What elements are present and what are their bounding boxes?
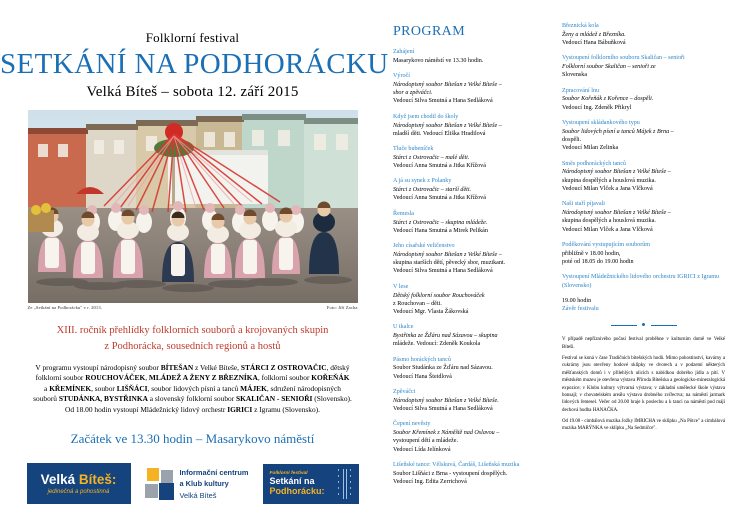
program-entry-name: Závěr festivalu <box>562 306 599 313</box>
ensemble-studanka: STUDÁNKA, BYSTŘINKA <box>58 394 148 404</box>
program-entry <box>393 210 556 235</box>
program-entry-name: A já su synek z Polanky <box>393 178 452 185</box>
poster-kicker: Folklorní festival <box>145 30 240 45</box>
program-entry-detail: Vedoucí Hana Šteidlová <box>393 373 452 380</box>
logo-text-accent: Bíteš: <box>78 472 117 488</box>
program-title: PROGRAM <box>393 24 466 39</box>
program-column-middle <box>393 0 556 493</box>
program-entry-list-middle <box>393 48 556 486</box>
intro-text: , soubor <box>91 383 117 393</box>
program-entry-ensemble: Národopisný soubor Bítešan z Velké Bíteše – <box>393 81 502 88</box>
photo-caption-left: Ze „Setkání na Podhorácku" v r. 2013. <box>27 305 102 311</box>
program-entry-ensemble: Národopisný soubor Bítešan z Velké Bíteše. <box>393 397 499 404</box>
program-entry-detail: dospěli. <box>562 137 582 144</box>
logo-velka-bites-title <box>41 473 117 487</box>
program-entry-name: Pásmo horáckých tanců <box>393 356 451 363</box>
ensemble-rouchovacek: ROUCHOVÁČEK <box>85 373 146 383</box>
program-entry-detail: Vedoucí Milan Vlček a Jana Vlčková <box>562 186 653 192</box>
program-entry-detail: Vedoucí Milan Vlček a Jana Vlčková <box>562 226 653 233</box>
program-entry-detail: Vedoucí Hana Bábuňková <box>562 40 626 47</box>
photo-caption-right: Foto: Jiří Zacha <box>326 305 358 311</box>
festival-photo <box>28 110 358 303</box>
program-entry <box>393 113 556 138</box>
program-entry <box>393 145 556 170</box>
fineprint-block <box>562 336 725 432</box>
intro-heading-line1: XIII. ročník přehlídky folklorních souborů a krojovaných skupin <box>56 325 329 337</box>
program-entry-detail: přibližně v 18.00 hodin, <box>562 250 621 257</box>
ensemble-majek: MÁJEK <box>240 383 267 393</box>
program-entry <box>393 461 556 486</box>
fineprint-paragraph-3: Od 19.00 - cimbálová muzika Jožky IMRICHA ve sklípku „Na Pötce" a cimbálová muzika MARÝNKA ve sklípku „Na Sedmičce". <box>562 418 725 432</box>
program-entry-detail: Masarykovo náměstí ve 13.30 hodin. <box>393 57 484 64</box>
logo-velka-bites-tagline: jedinečná a pohostinná <box>47 488 110 495</box>
ensemble-starci: STÁRCI Z OSTROVAČIC <box>240 362 327 372</box>
ensemble-breznik: MLÁDEŽ A ŽENY Z BŘEZNÍKA <box>148 373 258 383</box>
program-entry-detail: mladší děti. Vedoucí Eliška Hradilová <box>393 130 486 137</box>
program-entry-detail: Soubor Studánka ze Žďáru nad Sázavou. <box>393 365 493 372</box>
intro-text: , dětský <box>326 362 350 372</box>
program-entry-detail: Vedoucí Hana Smutná a Mirek Pelikán <box>393 227 488 234</box>
logo-text: Setkání na <box>269 476 315 487</box>
ensemble-korenak: KOŘEŇÁK <box>311 373 350 383</box>
program-entry <box>562 22 725 47</box>
program-entry-detail: skupina starších dětí, pěvecký sbor, muzikant. <box>393 260 506 267</box>
program-entry-detail: Vedoucí Silva Smutná a Hana Sedláková <box>393 98 493 105</box>
program-entry-name: Tluče bubeníček <box>393 146 434 153</box>
logo-text: Folklorní festival <box>269 471 308 477</box>
program-entry <box>393 177 556 202</box>
logo-text: Velká Bíteš <box>179 490 217 500</box>
program-entry-name: Vystoupení skládankového typu <box>562 120 640 127</box>
info-centrum-text <box>180 467 249 500</box>
logo-setkani-na-podhoracku <box>263 464 359 504</box>
program-entry-ensemble: Ženy a mládež z Březníka. <box>562 31 626 38</box>
program-entry-detail: skupina dospělých a houslová muzika. <box>562 218 656 225</box>
program-entry-detail: Vedoucí Ing. Edita Zerrichová <box>393 479 467 486</box>
logo-row <box>0 463 385 504</box>
program-entry-detail: skupina dospělých a houslová muzika. <box>562 177 656 184</box>
program-entry-ensemble: Folklorní soubor Skaličan – senioři ze <box>562 64 656 71</box>
ensemble-kreminek: KŘEMÍNEK <box>49 383 92 393</box>
program-entry <box>562 87 725 112</box>
program-entry-detail: Vedoucí Silva Smutná a Hana Sedláková <box>393 268 493 275</box>
program-entry <box>393 388 556 413</box>
program-entry <box>393 283 556 317</box>
program-entry-ensemble: Národopisný soubor Bítešan z Velké Bíteše – <box>562 169 671 176</box>
program-entry-name: Březnická kola <box>562 23 599 29</box>
intro-text: a <box>44 383 50 393</box>
intro-text: z Velké Bíteše, <box>193 362 241 372</box>
intro-text: , sdružení národopisných <box>266 383 341 393</box>
program-entry-name: Lišeňské tance: Vělskuvá, Čardáš, Lišeňská muzika <box>393 462 520 468</box>
logo-velka-bites <box>27 463 131 504</box>
program-entry-name: Vystoupení folklorního souboru Skaličan – senioři <box>562 55 685 62</box>
logo-text: Informační centrum <box>179 468 249 478</box>
program-entry <box>393 72 556 106</box>
program-entry-ensemble: Stárci z Ostrovačic – starší děti. <box>393 187 472 194</box>
program-entry-ensemble: Národopisný soubor Bítešan z Velké Bíteše – <box>393 122 502 129</box>
program-entry-name: U tkalce <box>393 324 414 331</box>
program-entry-name: Výročí <box>393 73 410 80</box>
program-entry <box>562 273 725 290</box>
info-centrum-mark-icon <box>145 468 175 500</box>
program-entry-ensemble: Dětský folklorní soubor Rouchováček <box>393 292 485 299</box>
program-entry-name: Zpracování lnu <box>562 87 600 94</box>
intro-text: , folklorní soubor <box>257 373 312 383</box>
program-entry-detail: z Rouchovan – děti. <box>393 300 442 307</box>
program-entry <box>562 241 725 266</box>
program-entry-ensemble: Stárci z Ostrovačic – skupina mládeže. <box>393 219 488 226</box>
program-entry-name: Čepení nevěsty <box>393 421 431 428</box>
program-entry-name: Řemesla <box>393 210 414 217</box>
intro-text: Od 18.00 hodin vystoupí Mládežnický lidový orchestr <box>65 404 228 414</box>
logo-text: a Klub kultury <box>179 479 229 489</box>
logo-text: Velká <box>40 472 79 488</box>
ensemble-bitesan: BÍTEŠAN <box>160 362 194 372</box>
program-entry-time: 19.00 hodin <box>562 297 592 304</box>
intro-text: V programu vystoupí národopisný soubor <box>35 362 161 372</box>
intro-heading-line2: z Podhorácka, sousedních regionů a hostů <box>104 340 281 352</box>
ensemble-igrici: IGRICI <box>227 404 253 414</box>
start-time-line: Začátek ve 13.30 hodin – Masarykovo náměstí <box>70 431 315 447</box>
program-entry-name: Jeho císařské veličenstvo <box>393 243 455 250</box>
program-entry-ensemble: Soubor Křemínek z Náměště nad Oslavou – <box>393 430 500 437</box>
intro-text: , <box>145 373 149 383</box>
intro-text: folklorní soubor <box>35 373 86 383</box>
program-entry-name: V lese <box>393 283 409 290</box>
intro-heading <box>0 323 385 353</box>
program-entry-detail: Vedoucí Lída Jelínková <box>393 446 451 453</box>
program-entry-name: Zahájení <box>393 49 415 56</box>
section-divider-ornament <box>611 322 677 329</box>
program-entry-name: Vystoupení Mládežnického lidového orchestru IGRICI z Igramu (Slovensko) <box>562 274 720 289</box>
program-entry-name: Naši staří píjavali <box>562 201 605 208</box>
intro-body <box>0 363 385 416</box>
page-title: SETKÁNÍ NA PODHORÁCKU <box>0 48 389 80</box>
program-column-right <box>562 0 725 437</box>
logo-info-centrum <box>145 467 249 500</box>
program-entry-name: Když jsem chodil do školy <box>393 113 459 120</box>
fineprint-paragraph-1: V případě nepříznivého počasí festival proběhne v kulturním domě ve Velké Bíteši. <box>562 337 725 350</box>
logo-dot-pattern-icon <box>338 467 356 501</box>
logo-text-accent: Podhorácku: <box>269 486 325 497</box>
program-entry-ensemble: sbor a zpěváčci. <box>393 90 433 97</box>
program-entry <box>562 200 725 234</box>
program-entry-ensemble: Stárci z Ostrovačic – malé děti. <box>393 154 470 161</box>
program-entry-detail: Vedoucí Milan Zelinka <box>562 145 619 152</box>
program-entry <box>393 420 556 454</box>
photo-caption <box>28 305 358 310</box>
program-entry-ensemble: Soubor lidových písní a tanců Májek z Brna – <box>562 128 674 135</box>
program-entry <box>393 323 556 348</box>
program-entry-ensemble: Bystřinka ze Žďáru nad Sázavou – skupina <box>393 333 498 340</box>
program-entry <box>562 54 725 79</box>
program-entry-list-right <box>562 22 725 313</box>
program-entry-detail: vystoupení dětí a mládeže. <box>393 438 458 445</box>
program-entry-detail: Vedoucí Ing. Zdeněk Přikryl <box>562 104 632 111</box>
program-entry <box>393 242 556 276</box>
intro-text: (Slovensko). <box>312 394 352 404</box>
intro-text: souborů <box>33 394 59 404</box>
program-entry-detail: Vedoucí Anna Smutná a Jitka Křížová <box>393 195 486 202</box>
program-entry-name: Zpěváčci <box>393 389 416 396</box>
program-entry-detail: Vedoucí Mgr. Vlasta Žákovská <box>393 309 469 316</box>
ensemble-lisnaci: LIŠŇÁCI <box>116 383 148 393</box>
photo-block <box>28 110 358 310</box>
program-entry-ensemble: Národopisný soubor Bítešan z Velké Bíteše – <box>562 210 671 217</box>
program-entry <box>562 119 725 153</box>
program-entry-detail: Vedoucí Silva Smutná a Hana Sedláková <box>393 406 493 413</box>
program-entry-detail: Vedoucí Anna Smutná a Jitka Křížová <box>393 163 486 170</box>
fineprint-paragraph-2: Festival se koná v čase Tradičních bítešských hodů. Mimo pohostinství, kavárny a cukrárny jsou otevřeny hodové sklípky ve dvorech a v podzemí některých měšťanských domů i v přilehlých ulicích s nabídkou dobrého jídla a pití. V městském muzeu je otevřena výstava Příroda Bítešska a geologicko-mineralogická expozice; v Klubu kultury výtvarná výstava; v základní umělecké škole výstava bonsají; v chovatelském areálu výstava drobného zvířectva; na náměstí jarmark lidových řemesel. Večer od 20.00 hraje k poslechu a k tanci na náměstí pod májí dechová hudba HANAČKA. <box>562 356 725 413</box>
program-entry <box>393 48 556 65</box>
ensemble-skalican: SKALIČAN - SENIOŘI <box>236 394 313 404</box>
program-entry-detail: Soubor Lišňáci z Brna - vystoupení dospělých. <box>393 470 508 477</box>
program-entry-detail: mládeže. Vedoucí: Zdeněk Koukola <box>393 341 481 348</box>
intro-text: a slovenský folklorní soubor <box>147 394 237 404</box>
program-entry <box>393 356 556 381</box>
program-entry-name: Směs podhoráckých tanců <box>562 160 626 167</box>
program-entry-detail: Slovenska <box>562 72 588 79</box>
program-entry-name: Poděkování vystupujícím souborům <box>562 241 651 248</box>
program-entry-ensemble: Národopisný soubor Bítešan z Velké Bíteše – <box>393 251 502 258</box>
poster-subtitle: Velká Bíteš – sobota 12. září 2015 <box>86 84 299 101</box>
intro-text: , soubor lidových písní a tanců <box>147 383 241 393</box>
program-entry <box>562 160 725 194</box>
program-entry-detail: poté od 18.05 do 19.00 hodin <box>562 258 634 265</box>
program-entry <box>562 297 725 314</box>
intro-text: z Igramu (Slovensko). <box>252 404 320 414</box>
program-entry-ensemble: Soubor Kořeňák z Kořence – dospěli. <box>562 96 654 103</box>
